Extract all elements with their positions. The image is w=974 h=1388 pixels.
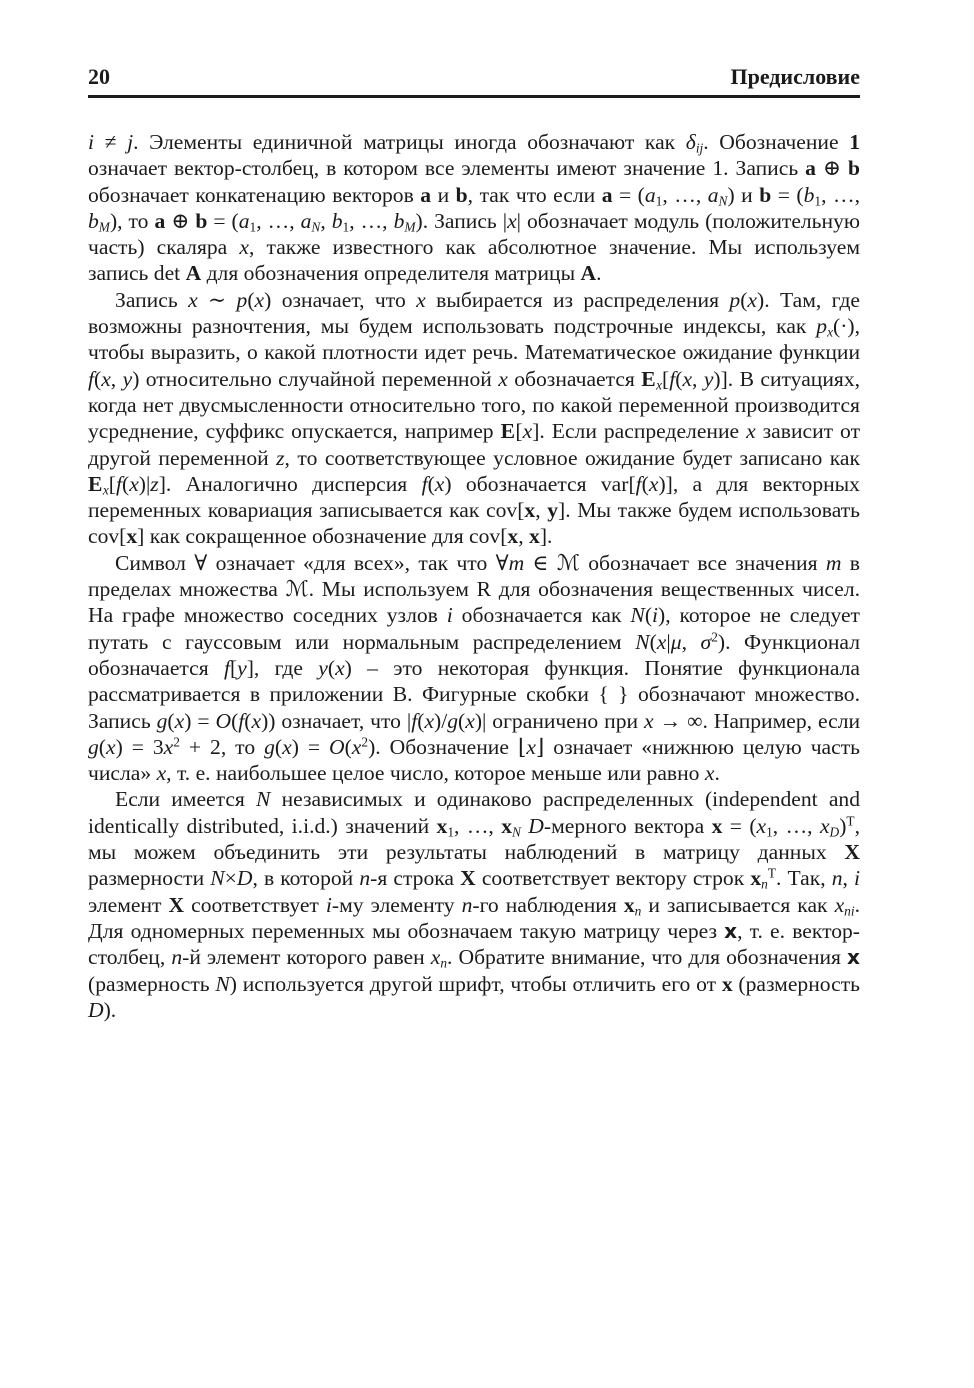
page-body — [88, 129, 860, 1023]
page-number: 20 — [88, 64, 110, 89]
paragraph: Если имеется N независимых и одинаково распределенных (independent and identically distributed, i.i.d.) значений $x_1$, …, $x_N$ D-мерного вектора $x = (x_1$, …, $x_D)^T$, мы можем объединить эти результаты наблюдений в матрицу данных X размерности N×D, в которой n-я строка X соответствует вектору строк $x_n^T$. Так, n, i элемент X соответствует i-му элементу n-го наблюдения $x_n$ и записывается как $x_{ni}$. Для одномерных переменных мы обозначаем такую матрицу через x, т. е. вектор-столбец, n-й элемент которого равен $x_n$. Обратите внимание, что для обозначения x (размерность N) используется другой шрифт, чтобы отличить его от x (размерность D). — [88, 787, 861, 1022]
running-header-title: Предисловие — [730, 64, 860, 89]
page-header — [88, 62, 860, 92]
paragraph: i ≠ j. Элементы единичной матрицы иногда обозначают как $\delta_{ij}$. Обозначение 1 означает вектор-столбец, в котором все элементы имеют значение 1. Запись a ⊕ b обозначает конкатенацию векторов a и b, так что если $a = (a_1$, …, $a_N$) и $b = (b_1$, …, $b_M$), то a ⊕ $b = (a_1$, …, $a_N$, $b_1$, …, $b_M$). Запись |x| обозначает модуль (положительную часть) скаляра x, также известного как абсолютное значение. Мы используем запись det A для обозначения определителя матрицы A. — [88, 130, 861, 286]
paragraph: Символ ∀ означает «для всех», так что ∀m ∈ ℳ обозначает все значения m в пределах множества ℳ. Мы используем R для обозначения вещественных чисел. На графе множество соседних узлов i обозначается как N(i), которое не следует путать с гауссовым или нормальным распределением N(x|μ, $\sigma^2$). Функционал обозначается f[y], где y(x) – это некоторая функция. Понятие функционала рассматривается в приложении B. Фигурные скобки { } обозначают множество. Запись g(x) = O(f(x)) означает, что |f(x)/g(x)| ограничено при x → ∞. Например, если $g(x) = 3x^2 + 2$, то $g(x) = O(x^2)$. Обозначение ⌊x⌋ означает «нижнюю целую часть числа» x, т. е. наибольшее целое число, которое меньше или равно x. — [88, 550, 861, 786]
header-rule — [88, 95, 860, 98]
paragraph: Запись x ∼ p(x) означает, что x выбирается из распределения p(x). Там, где возможны разночтения, мы будем использовать подстрочные индексы, как $p_x(\cdot)$, чтобы выразить, о какой плотности идет речь. Математическое ожидание функции f(x, y) относительно случайной переменной x обозначается $E_x[f(x$, y)]. В ситуациях, когда нет двусмысленности относительно того, по какой переменной производится усреднение, суффикс опускается, например E[x]. Если распределение x зависит от другой переменной z, то соответствующее условное ожидание будет записано как $E_x[f(x)|z]$. Аналогично дисперсия f(x) обозначается var[f(x)], а для векторных переменных ковариация записывается как cov[x, y]. Мы также будем использовать cov[x] как сокращенное обозначение для cov[x, x]. — [88, 287, 861, 549]
page-content — [88, 62, 860, 1023]
